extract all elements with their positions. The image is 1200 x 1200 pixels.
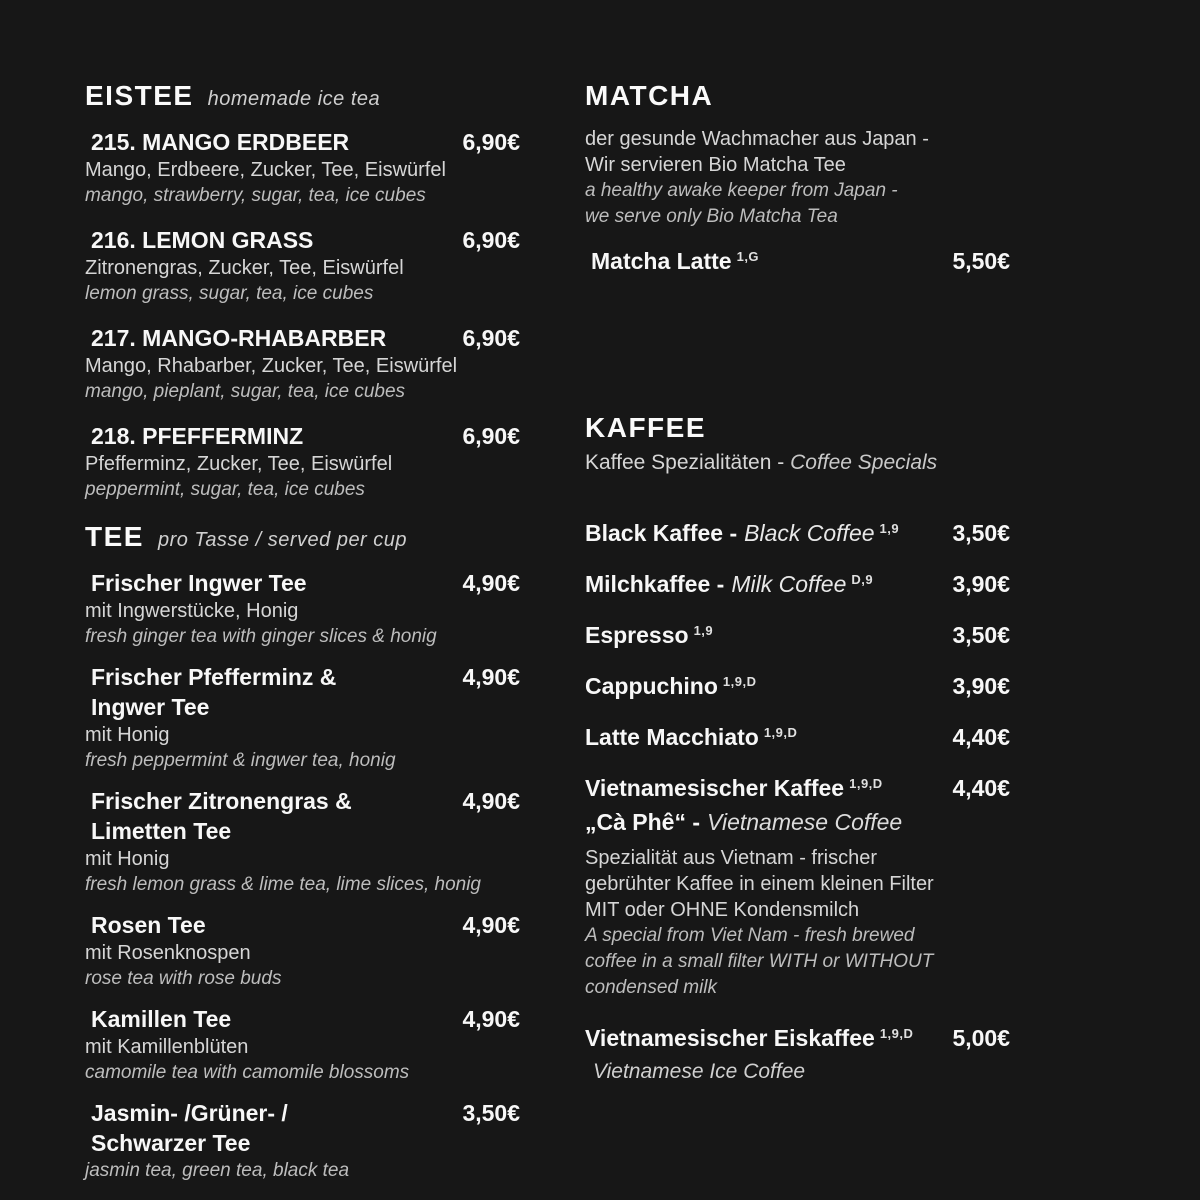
- menu-item-pfefferminz-ingwer-tee: [85, 662, 520, 774]
- menu-item-pfefferminz: [85, 421, 520, 503]
- item-price: 4,90€: [462, 570, 520, 596]
- item-desc-en: mango, strawberry, sugar, tea, ice cubes: [85, 185, 426, 206]
- item-name: Matcha Latte: [591, 248, 732, 274]
- item-price: 5,50€: [952, 248, 1010, 274]
- eistee-header: [85, 80, 520, 115]
- item-name: Frischer Zitronengras &: [91, 788, 352, 814]
- item-price: 5,00€: [952, 1025, 1010, 1051]
- item-allergen-sup: D,9: [851, 572, 874, 587]
- kaffee-subtitle-de: Kaffee Spezialitäten -: [585, 451, 785, 474]
- menu-item-jasmin-gruener-schwarzer-tee: [85, 1098, 520, 1184]
- item-price: 4,90€: [462, 912, 520, 938]
- item-name: 215. MANGO ERDBEER: [91, 129, 350, 155]
- matcha-desc-de-line2: Wir servieren Bio Matcha Tee: [585, 154, 846, 176]
- item-price: 6,90€: [462, 129, 520, 155]
- item-price: 6,90€: [462, 227, 520, 253]
- item-name: Frischer Ingwer Tee: [91, 570, 307, 596]
- right-column: [585, 80, 1010, 1200]
- item-desc-en: camomile tea with camomile blossoms: [85, 1062, 410, 1083]
- matcha-desc-de-line1: der gesunde Wachmacher aus Japan -: [585, 128, 929, 150]
- item-price: 3,50€: [952, 622, 1010, 648]
- item-desc-de: Pfefferminz, Zucker, Tee, Eiswürfel: [85, 453, 393, 475]
- item-desc-de: Mango, Rhabarber, Zucker, Tee, Eiswürfel: [85, 355, 458, 377]
- tee-subtitle: pro Tasse / served per cup: [157, 529, 408, 551]
- item-name-line2: Schwarzer Tee: [91, 1130, 251, 1156]
- item-name-de: Milchkaffee -: [585, 571, 725, 597]
- item-name: 218. PFEFFERMINZ: [91, 423, 304, 449]
- menu-item-vietnamesischer-eiskaffee: [585, 1023, 1010, 1087]
- item-name: 217. MANGO-RHABARBER: [91, 325, 387, 351]
- item-price: 3,90€: [952, 673, 1010, 699]
- item-price: 3,50€: [952, 520, 1010, 546]
- item-price: 6,90€: [462, 423, 520, 449]
- item-description: [585, 845, 1010, 1001]
- item-desc-de: mit Honig: [85, 848, 170, 870]
- item-desc-en-line3: condensed milk: [585, 977, 718, 998]
- eistee-title: EISTEE: [85, 80, 194, 111]
- kaffee-items: [585, 518, 1010, 1087]
- menu-item-ingwer-tee: [85, 568, 520, 650]
- item-allergen-sup: 1,9,D: [722, 674, 757, 689]
- item-name: Rosen Tee: [91, 912, 206, 938]
- section-matcha: [585, 80, 1010, 280]
- item-name-en: Black Coffee: [744, 520, 875, 546]
- item-name-de: Black Kaffee -: [585, 520, 738, 546]
- kaffee-subtitle: [585, 450, 1010, 476]
- item-name-line2: Limetten Tee: [91, 818, 232, 844]
- item-desc-en: fresh ginger tea with ginger slices & honig: [85, 626, 437, 647]
- menu-item-mango-erdbeer: [85, 127, 520, 209]
- tee-title: TEE: [85, 521, 144, 552]
- item-alt-name-en: Vietnamese Coffee: [707, 809, 903, 835]
- item-allergen-sup: 1,9,D: [849, 776, 883, 791]
- eistee-subtitle: homemade ice tea: [207, 88, 381, 110]
- section-tee: [85, 521, 520, 1184]
- menu-item-vietnamesischer-kaffee: [585, 773, 1010, 1001]
- item-desc-de: Mango, Erdbeere, Zucker, Tee, Eiswürfel: [85, 159, 446, 181]
- menu-item-cappuchino: [585, 671, 1010, 705]
- item-price: 4,90€: [462, 788, 520, 814]
- section-eistee: [85, 80, 520, 503]
- item-desc-en-line1: A special from Viet Nam - fresh brewed: [585, 925, 915, 946]
- item-desc-de: mit Honig: [85, 724, 170, 746]
- item-price: 4,90€: [462, 1006, 520, 1032]
- item-alt-name-de: „Cà Phê“ -: [585, 809, 701, 835]
- item-desc-en: mango, pieplant, sugar, tea, ice cubes: [85, 381, 406, 402]
- item-name-de: Latte Macchiato: [585, 724, 759, 750]
- item-desc-de-line1: Spezialität aus Vietnam - frischer: [585, 847, 877, 869]
- item-name: 216. LEMON GRASS: [91, 227, 314, 253]
- item-desc-en: fresh lemon grass & lime tea, lime slices, honig: [85, 874, 481, 895]
- item-name-de: Espresso: [585, 622, 689, 648]
- item-name-line2: Ingwer Tee: [91, 694, 210, 720]
- item-allergen-sup: 1,9: [693, 623, 714, 638]
- item-name: Kamillen Tee: [91, 1006, 232, 1032]
- item-price: 4,40€: [952, 775, 1010, 801]
- item-name: Jasmin- /Grüner- /: [91, 1100, 288, 1126]
- menu-item-latte-macchiato: [585, 722, 1010, 756]
- item-desc-en-line2: coffee in a small filter WITH or WITHOUT: [585, 951, 934, 972]
- item-name: Frischer Pfefferminz &: [91, 664, 337, 690]
- item-desc-de: mit Kamillenblüten: [85, 1036, 249, 1058]
- section-kaffee: [585, 412, 1010, 1087]
- item-name-de: Vietnamesischer Kaffee: [585, 775, 845, 801]
- menu-item-milchkaffee: [585, 569, 1010, 603]
- matcha-description: [585, 126, 1010, 230]
- menu-item-rosen-tee: [85, 910, 520, 992]
- kaffee-title: KAFFEE: [585, 412, 706, 443]
- menu-item-mango-rhabarber: [85, 323, 520, 405]
- item-price: 6,90€: [462, 325, 520, 351]
- matcha-desc-en-line2: we serve only Bio Matcha Tea: [585, 206, 838, 227]
- menu-item-kamillen-tee: [85, 1004, 520, 1086]
- item-allergen-sup: 1,9: [879, 521, 900, 536]
- item-price: 4,40€: [952, 724, 1010, 750]
- item-desc-en: lemon grass, sugar, tea, ice cubes: [85, 283, 374, 304]
- item-desc-de: Zitronengras, Zucker, Tee, Eiswürfel: [85, 257, 404, 279]
- item-price: 3,90€: [952, 571, 1010, 597]
- item-allergen-sup: 1,9,D: [763, 725, 798, 740]
- kaffee-subtitle-en: Coffee Specials: [790, 451, 938, 474]
- matcha-title: MATCHA: [585, 80, 714, 111]
- item-desc-de: mit Rosenknospen: [85, 942, 251, 964]
- item-desc-en: peppermint, sugar, tea, ice cubes: [85, 479, 365, 500]
- menu-item-matcha-latte: [585, 246, 1010, 280]
- menu-item-black-kaffee: [585, 518, 1010, 552]
- item-name-de: Cappuchino: [585, 673, 718, 699]
- menu-item-lemon-grass: [85, 225, 520, 307]
- item-name-de: Vietnamesischer Eiskaffee: [585, 1025, 875, 1051]
- kaffee-header: [585, 412, 1010, 446]
- item-desc-en: rose tea with rose buds: [85, 968, 282, 989]
- item-name-en: Milk Coffee: [731, 571, 847, 597]
- item-desc-de: mit Ingwerstücke, Honig: [85, 600, 299, 622]
- item-desc-de-line2: gebrühter Kaffee in einem kleinen Filter: [585, 873, 934, 895]
- matcha-desc-en-line1: a healthy awake keeper from Japan -: [585, 180, 898, 201]
- left-column: [85, 80, 520, 1200]
- item-desc-en: fresh peppermint & ingwer tea, honig: [85, 750, 396, 771]
- item-desc-en: jasmin tea, green tea, black tea: [85, 1160, 350, 1181]
- item-alt-name-en: Vietnamese Ice Coffee: [593, 1060, 806, 1083]
- tee-header: [85, 521, 520, 556]
- item-alt-name: [585, 807, 1010, 841]
- item-allergen-sup: 1,9,D: [879, 1026, 914, 1041]
- matcha-header: [585, 80, 1010, 114]
- menu-item-zitronengras-limetten-tee: [85, 786, 520, 898]
- menu-item-espresso: [585, 620, 1010, 654]
- item-price: 4,90€: [462, 664, 520, 690]
- item-price: 3,50€: [462, 1100, 520, 1126]
- item-desc-de-line3: MIT oder OHNE Kondensmilch: [585, 899, 860, 921]
- item-allergen-sup: 1,G: [736, 249, 760, 264]
